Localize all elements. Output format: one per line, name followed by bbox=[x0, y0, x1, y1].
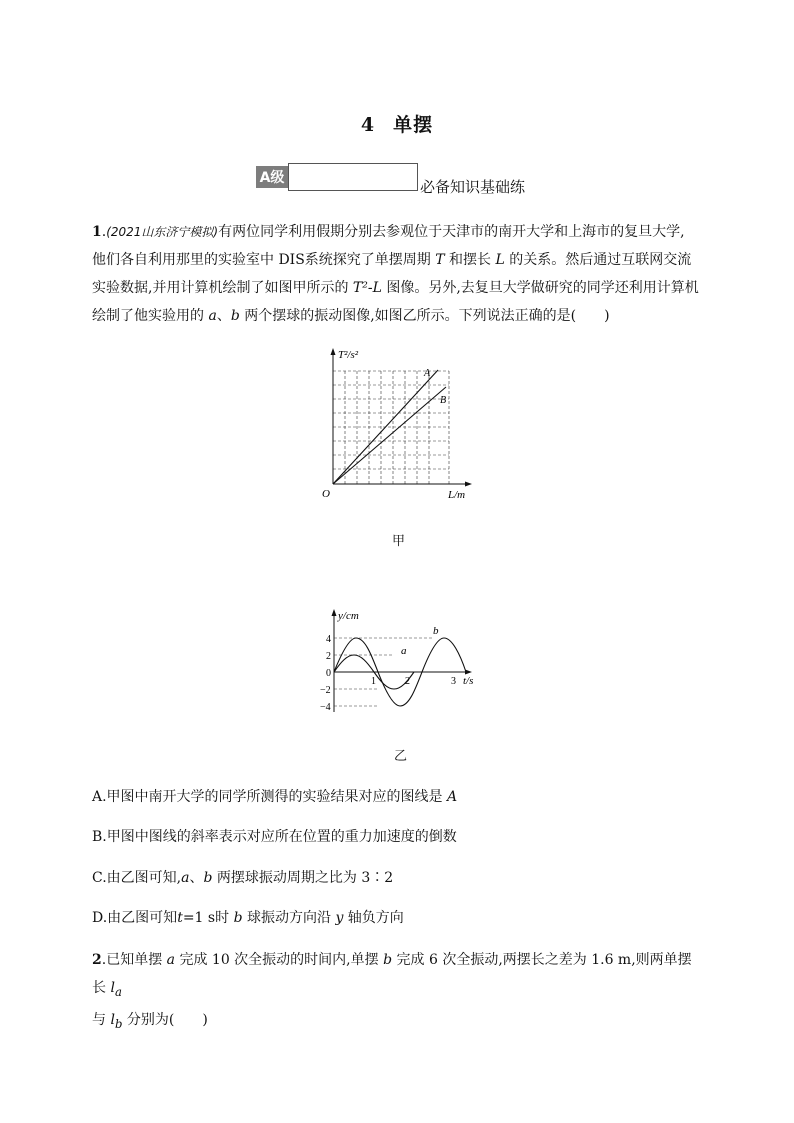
y-axis-arrow-yi bbox=[332, 609, 337, 616]
level-badge: A级 bbox=[256, 166, 288, 188]
option-c: C.由乙图可知,a、b 两摆球振动周期之比为 3∶2 bbox=[92, 870, 394, 886]
q1-line-4: 绘制了他实验用的 a、b 两个摆球的振动图像,如图乙所示。下列说法正确的是( ) bbox=[92, 308, 610, 324]
q2-number: 2 bbox=[92, 952, 102, 968]
option-d: D.由乙图可知t=1 s时 b 球振动方向沿 y 轴负方向 bbox=[92, 910, 404, 926]
q1-source: (2021山东济宁模拟) bbox=[106, 225, 219, 239]
q1-number: 1 bbox=[92, 224, 102, 240]
question-2 bbox=[92, 946, 704, 1038]
tick-x-3: 3 bbox=[451, 676, 456, 687]
page-title bbox=[0, 110, 794, 137]
tick-x-1: 1 bbox=[371, 676, 376, 687]
line-B bbox=[333, 387, 446, 484]
q1-line-1: 1.(2021山东济宁模拟)有两位同学利用假期分别去参观位于天津市的南开大学和上海市的复旦大学, bbox=[92, 224, 685, 240]
option-b: B.甲图中图线的斜率表示对应所在位置的重力加速度的倒数 bbox=[92, 829, 457, 845]
label-B: B bbox=[440, 395, 447, 406]
tick-x-2: 2 bbox=[405, 676, 410, 687]
figure-jia bbox=[316, 345, 476, 510]
level-header bbox=[256, 164, 526, 196]
label-A: A bbox=[424, 368, 431, 379]
y-axis-arrow-jia bbox=[331, 348, 336, 355]
level-box bbox=[288, 163, 418, 191]
xlabel-yi: t/s bbox=[463, 675, 474, 687]
tick-y-0: 0 bbox=[326, 668, 331, 679]
level-label: 必备知识基础练 bbox=[420, 178, 526, 196]
origin-jia: O bbox=[322, 488, 330, 500]
label-a: a bbox=[401, 645, 407, 657]
section-title: 单摆 bbox=[393, 114, 434, 136]
xlabel-jia: L/m bbox=[448, 489, 466, 501]
section-number: 4 bbox=[360, 114, 376, 136]
x-axis-arrow-yi bbox=[465, 670, 472, 675]
tick-y-4: 4 bbox=[326, 634, 331, 645]
q1-line-2: 他们各自利用那里的实验室中 DIS系统探究了单摆周期 T 和摆长 L 的关系。然后通过互联网交流 bbox=[92, 252, 692, 268]
ylabel-yi: y/cm bbox=[338, 610, 359, 622]
q1-text-1: 有两位同学利用假期分别去参观位于天津市的南开大学和上海市的复旦大学, bbox=[218, 224, 685, 240]
caption-yi: 乙 bbox=[394, 749, 408, 764]
grid-jia bbox=[333, 371, 449, 484]
q2-line-1: 2.已知单摆 a 完成 10 次全振动的时间内,单摆 b 完成 6 次全振动,两摆长之差为 1.6 m,则两单摆长 $l_a$ bbox=[92, 952, 692, 999]
option-a: A.甲图中南开大学的同学所测得的实验结果对应的图线是 A bbox=[92, 789, 458, 805]
tick-y-neg2: −2 bbox=[320, 685, 331, 696]
x-axis-arrow-jia bbox=[465, 482, 472, 487]
tick-y-2: 2 bbox=[326, 651, 331, 662]
q2-line-2: 与 $l_b$ 分别为( ) bbox=[92, 1011, 208, 1031]
caption-jia: 甲 bbox=[392, 534, 406, 549]
figure-yi bbox=[318, 606, 483, 716]
q1-line-3: 实验数据,并用计算机绘制了如图甲所示的 T²-L 图像。另外,去复旦大学做研究的同学还利用计算机 bbox=[92, 280, 699, 296]
ylabel-jia: T²/s² bbox=[338, 349, 359, 361]
tick-y-neg4: −4 bbox=[320, 702, 331, 713]
question-1 bbox=[92, 218, 704, 330]
label-b: b bbox=[433, 625, 439, 637]
